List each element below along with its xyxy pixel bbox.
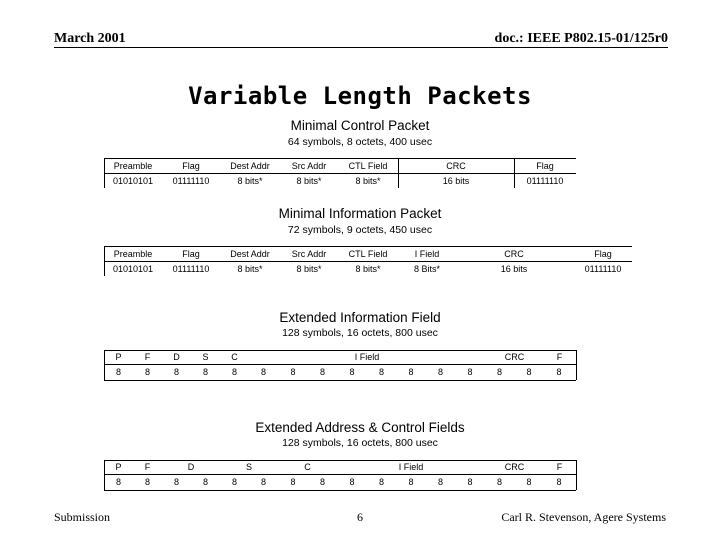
packet-2-field: Src Addr: [291, 249, 327, 259]
packet-4-value: 8: [526, 477, 532, 487]
packet-2-value: 8 bits*: [296, 264, 322, 274]
packet-4-value: 8: [408, 477, 414, 487]
packet-2-value: 01111110: [584, 264, 622, 274]
packet-2-field: CRC: [504, 249, 524, 259]
packet-1-value: 01111110: [172, 176, 210, 186]
packet-4-field: C: [304, 462, 311, 472]
packet-2-value: 01010101: [112, 264, 154, 274]
packet-3-mid-rule: [104, 364, 576, 365]
packet-1-field: CRC: [446, 161, 466, 171]
packet-2-mid-rule: [104, 261, 632, 262]
packet-1-field: Dest Addr: [230, 161, 270, 171]
footer-author: Carl R. Stevenson, Agere Systems: [501, 510, 666, 524]
packet-1-title: Minimal Control Packet: [290, 118, 430, 133]
packet-2-field: Flag: [594, 249, 612, 259]
packet-4-value: 8: [349, 477, 355, 487]
packet-3-value: 8: [467, 367, 473, 377]
packet-3-value: 8: [173, 367, 179, 377]
packet-4-value: 8: [319, 477, 325, 487]
packet-3-right-edge: [576, 350, 577, 380]
packet-2-value: 8 Bits*: [413, 264, 440, 274]
packet-4-value: 8: [231, 477, 237, 487]
packet-3-field: I Field: [354, 352, 380, 362]
packet-4-value: 8: [290, 477, 296, 487]
packet-1-top-rule: [104, 158, 576, 159]
packet-3-value: 8: [319, 367, 325, 377]
packet-2-value: 8 bits*: [355, 264, 381, 274]
packet-4-field: S: [245, 462, 252, 472]
packet-4-bottom-rule: [104, 490, 576, 491]
packet-4-field: CRC: [504, 462, 525, 472]
packet-3-title: Extended Information Field: [279, 310, 441, 325]
packet-1-value: 01111110: [526, 176, 564, 186]
packet-1-value: 16 bits: [442, 176, 470, 186]
packet-2-field: CTL Field: [348, 249, 388, 259]
packet-3-field: F: [144, 352, 151, 362]
packet-3-value: 8: [231, 367, 237, 377]
packet-3-field: D: [173, 352, 180, 362]
packet-3-top-rule: [104, 350, 576, 351]
packet-1-value: 8 bits*: [296, 176, 322, 186]
packet-3-field: C: [231, 352, 238, 362]
packet-3-field: CRC: [504, 352, 525, 362]
packet-1-field: Flag: [182, 161, 200, 171]
packet-4-value: 8: [260, 477, 266, 487]
packet-3-field: F: [556, 352, 563, 362]
packet-2-value: 16 bits: [500, 264, 528, 274]
packet-4-right-edge: [576, 460, 577, 490]
packet-4-value: 8: [496, 477, 502, 487]
packet-1-field: CTL Field: [348, 161, 388, 171]
packet-4-mid-rule: [104, 474, 576, 475]
footer-submission: Submission: [54, 510, 111, 524]
packet-4-value: 8: [173, 477, 179, 487]
packet-4-field: D: [187, 462, 195, 472]
packet-4-value: 8: [144, 477, 150, 487]
packet-1-subtitle: 64 symbols, 8 octets, 400 usec: [287, 136, 433, 148]
packet-3-value: 8: [349, 367, 355, 377]
packet-4-title: Extended Address & Control Fields: [255, 420, 465, 435]
packet-4-field: F: [556, 462, 563, 472]
packet-4-field: F: [144, 462, 151, 472]
header-doc-id: doc.: IEEE P802.15-01/125r0: [494, 31, 668, 46]
packet-1-value: 8 bits*: [355, 176, 381, 186]
packet-1-field: Flag: [536, 161, 554, 171]
packet-2-field: Preamble: [113, 249, 153, 259]
packet-3-value: 8: [144, 367, 150, 377]
packet-4-subtitle: 128 symbols, 16 octets, 800 usec: [282, 437, 438, 449]
packet-2-subtitle: 72 symbols, 9 octets, 450 usec: [287, 224, 433, 236]
packet-3-value: 8: [526, 367, 532, 377]
packet-1-value: 8 bits*: [237, 176, 263, 186]
packet-3-value: 8: [408, 367, 414, 377]
packet-3-value: 8: [437, 367, 443, 377]
packet-3-value: 8: [556, 367, 562, 377]
packet-1-value: 01010101: [112, 176, 154, 186]
header-date: March 2001: [54, 31, 126, 46]
packet-2-value: 8 bits*: [237, 264, 263, 274]
packet-3-field: S: [202, 352, 209, 362]
packet-4-field: P: [115, 462, 122, 472]
packet-1-field: Src Addr: [291, 161, 327, 171]
packet-4-value: 8: [202, 477, 208, 487]
packet-2-value: 01111110: [172, 264, 210, 274]
packet-4-value: 8: [437, 477, 443, 487]
packet-3-field: P: [115, 352, 122, 362]
packet-3-value: 8: [115, 367, 121, 377]
slide-title: Variable Length Packets: [188, 82, 532, 110]
packet-4-value: 8: [556, 477, 562, 487]
packet-2-title: Minimal Information Packet: [278, 206, 442, 221]
packet-3-value: 8: [378, 367, 384, 377]
packet-3-subtitle: 128 symbols, 16 octets, 800 usec: [282, 327, 438, 339]
packet-3-value: 8: [202, 367, 208, 377]
packet-4-value: 8: [115, 477, 121, 487]
packet-4-field: I Field: [398, 462, 424, 472]
packet-2-top-rule: [104, 246, 632, 247]
packet-3-value: 8: [290, 367, 296, 377]
packet-1-field: Preamble: [113, 161, 153, 171]
packet-2-field: I Field: [414, 249, 440, 259]
packet-1-mid-rule: [104, 173, 576, 174]
packet-4-top-rule: [104, 460, 576, 461]
packet-3-value: 8: [260, 367, 266, 377]
packet-3-bottom-rule: [104, 380, 576, 381]
packet-4-value: 8: [378, 477, 384, 487]
footer-page-number: 6: [357, 510, 363, 524]
packet-4-value: 8: [467, 477, 473, 487]
header-rule: [54, 47, 668, 48]
packet-2-field: Flag: [182, 249, 200, 259]
packet-3-value: 8: [496, 367, 502, 377]
packet-2-field: Dest Addr: [230, 249, 270, 259]
